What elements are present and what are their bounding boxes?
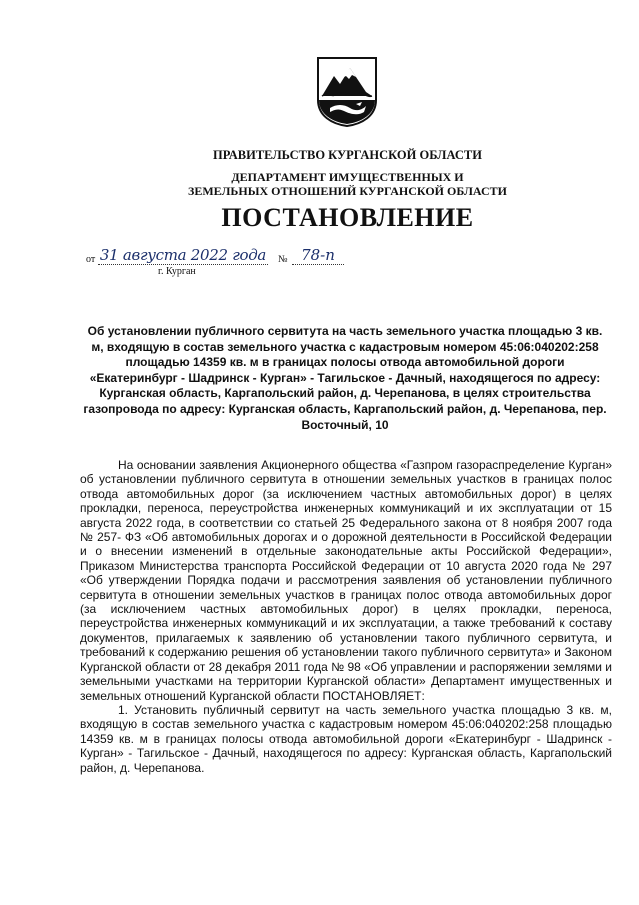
kurgan-region-emblem-icon	[316, 56, 378, 128]
clause-1-paragraph: 1. Установить публичный сервитут на часть земельного участка площадью 3 кв. м, входящую в состав земельного участка с кадастровым номером 45:06:040202:258 площадью 14359 кв. м в границах полосы отвода автомобильной дороги «Екатеринбург - Шадринск - Курган» - Тагильское - Дачный, находящегося по адресу: Курганская область, Каргапольский район, д. Черепанова.	[80, 702, 612, 775]
handwritten-number: 78-п	[292, 246, 344, 265]
document-body	[80, 458, 612, 775]
preamble-paragraph: На основании заявления Акционерного общества «Газпром газораспределение Курган» об установлении публичного сервитута в отношении земельных участков в границах полос отвода автомобильных дорог (за исключением частных автомобильных дорог) в целях прокладки, переноса, переустройства инженерных коммуникаций и их эксплуатации от 15 августа 2022 года, в соответствии со статьей 25 Федерального закона от 8 ноября 2007 года № 257- ФЗ «Об автомобильных дорогах и о дорожной деятельности в Российской Федерации и о внесении изменений в отдельные законодательные акты Российской Федерации», Приказом Министерства транспорта Российской Федерации от 10 августа 2020 года № 297 «Об утверждении Порядка подачи и рассмотрения заявления об установлении публичного сервитута в отношении земельных участков в границах полос отвода автомобильных дорог (за исключением частных автомобильных дорог) в целях прокладки, переноса, переустройства инженерных коммуникаций и их эксплуатации, а также требований к составу документов, прилагаемых к заявлению об установлении такого публичного сервитута, и требований к содержанию решения об установлении такого публичного сервитута» и Законом Курганской области от 28 декабря 2011 года № 98 «Об управлении и распоряжении землями и земельными участками на территории Курганской области» Департамент имущественных и земельных отношений Курганской области ПОСТАНОВЛЯЕТ:	[80, 458, 612, 703]
date-prefix-label: от	[86, 254, 96, 265]
document-title: Об установлении публичного сервитута на часть земельного участка площадью 3 кв. м, входящую в состав земельного участка с кадастровым номером 45:06:040202:258 площадью 14359 кв. м в границах полосы отвода автомобильной дороги «Екатеринбург - Шадринск - Курган» - Тагильское - Дачный, находящегося по адресу: Курганская область, Каргапольский район, д. Черепанова, в целях строительства газопровода по адресу: Курганская область, Каргапольский район, д. Черепанова, пер. Восточный, 10	[83, 324, 607, 432]
department-name-line2: ЗЕМЕЛЬНЫХ ОТНОШЕНИЙ КУРГАНСКОЙ ОБЛАСТИ	[187, 184, 507, 198]
handwritten-date: 31 августа 2022 года	[99, 246, 267, 264]
document-type-heading: ПОСТАНОВЛЕНИЕ	[221, 203, 474, 232]
city-label: г. Курган	[158, 266, 196, 277]
date-number-line	[86, 246, 386, 282]
department-name-line1: ДЕПАРТАМЕНТ ИМУЩЕСТВЕННЫХ И	[231, 170, 464, 184]
number-label: №	[278, 254, 288, 265]
department-name	[0, 170, 639, 198]
government-name: ПРАВИТЕЛЬСТВО КУРГАНСКОЙ ОБЛАСТИ	[213, 148, 482, 162]
